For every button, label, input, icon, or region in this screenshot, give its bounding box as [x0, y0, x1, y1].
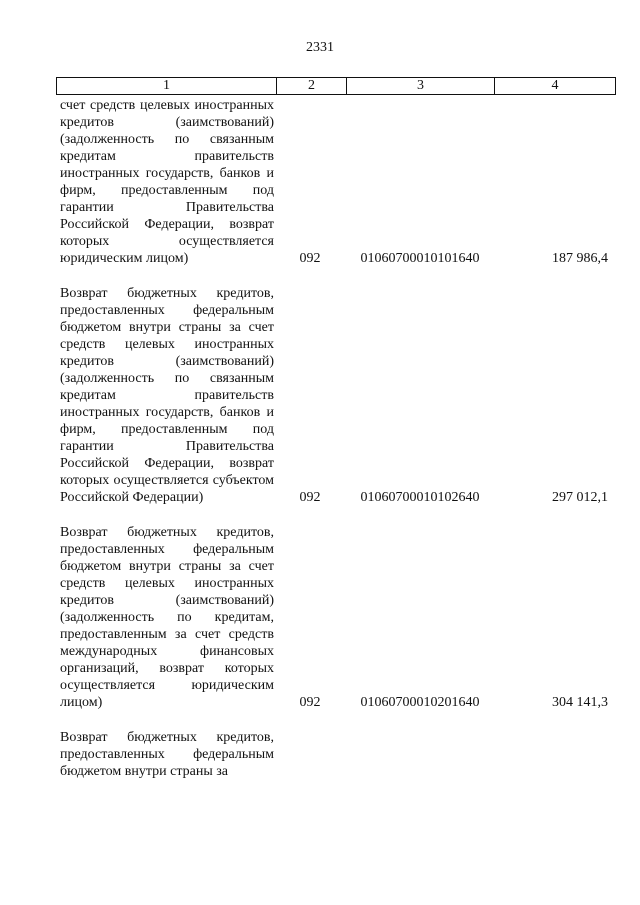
- table-row: [56, 285, 616, 506]
- row-kbk: 01060700010201640: [360, 695, 480, 710]
- header-col-3: 3: [347, 78, 495, 94]
- row-amount: 187 986,4: [552, 251, 608, 266]
- row-amount: 297 012,1: [552, 490, 608, 505]
- header-col-2: 2: [277, 78, 347, 94]
- row-kbk: 01060700010102640: [360, 490, 480, 505]
- row-description: Возврат бюджетных кредитов, предоставленных федеральным бюджетом внутри страны за счет средств целевых иностранных кредитов (заимствований) (задолженность по кредитам, предоставленным за счет средств международных финансовых организаций, возврат которых осуществляется юридическим лицом): [60, 525, 274, 710]
- table-row: [56, 97, 616, 267]
- row-code: 092: [299, 695, 321, 710]
- row-code: 092: [299, 251, 321, 266]
- row-code: 092: [299, 490, 321, 505]
- page-number: 2331: [306, 40, 334, 55]
- row-amount: 304 141,3: [552, 695, 608, 710]
- row-description: Возврат бюджетных кредитов, предоставленных федеральным бюджетом внутри страны за: [60, 730, 274, 779]
- table-row: [56, 524, 616, 711]
- table-row: [56, 729, 616, 780]
- row-kbk: 01060700010101640: [360, 251, 480, 266]
- row-description: счет средств целевых иностранных кредитов (заимствований) (задолженность по связанным кредитам правительств иностранных государств, банков и фирм, предоставленным под гарантии Правительства Российской Федерации, возврат которых осуществляется юридическим лицом): [60, 98, 274, 266]
- row-description: Возврат бюджетных кредитов, предоставленных федеральным бюджетом внутри страны за счет средств целевых иностранных кредитов (заимствований) (задолженность по связанным кредитам правительств иностранных государств, банков и фирм, предоставленным под гарантии Правительства Российской Федерации, возврат которых осуществляется субъектом Российской Федерации): [60, 286, 274, 505]
- header-col-4: 4: [551, 78, 559, 93]
- header-col-1: 1: [57, 78, 277, 94]
- table-body: [56, 97, 616, 780]
- table-header: [56, 77, 616, 95]
